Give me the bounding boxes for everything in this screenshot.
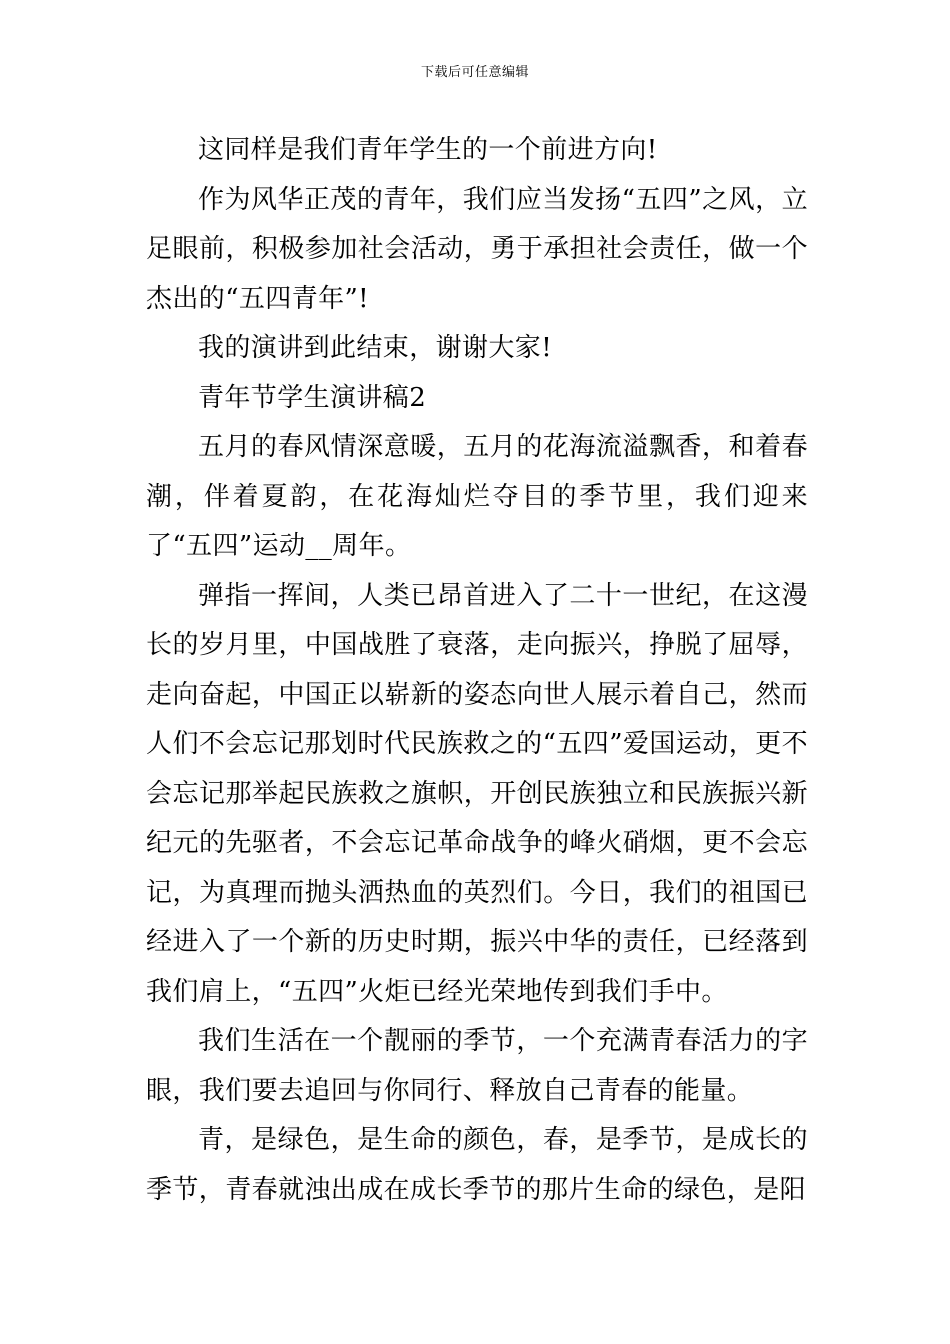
paragraph: 五月的春风情深意暖，五月的花海流溢飘香，和着春潮，伴着夏韵，在花海灿烂夺目的季节里，我们迎来了“五四”运动__周年。 — [146, 432, 808, 561]
paragraph: 这同样是我们青年学生的一个前进方向! — [198, 135, 658, 165]
section-title: 青年节学生演讲稿2 — [198, 382, 427, 413]
paragraph: 弹指一挥间，人类已昂首进入了二十一世纪，在这漫长的岁月里，中国战胜了衰落，走向振兴，挣脱了屈辱，走向奋起，中国正以崭新的姿态向世人展示着自己，然而人们不会忘记那划时代民族救之的“五四”爱国运动，更不会忘记那举起民族救之旗帜，开创民族独立和民族振兴新纪元的先驱者，不会忘记革命战争的峰火硝烟，更不会忘记，为真理而抛头洒热血的英烈们。今日，我们的祖国已经进入了一个新的历史时期，振兴中华的责任，已经落到我们肩上，“五四”火炬已经光荣地传到我们手中。 — [146, 580, 808, 1007]
document-body — [146, 126, 808, 1215]
paragraph: 我的演讲到此结束，谢谢大家! — [198, 333, 553, 363]
paragraph: 青，是绿色，是生命的颜色，春，是季节，是成长的季节，青春就浊出成在成长季节的那片生命的绿色，是阳 — [146, 1125, 808, 1205]
paragraph: 作为风华正茂的青年，我们应当发扬“五四”之风，立足眼前，积极参加社会活动，勇于承担社会责任，做一个杰出的“五四青年”! — [146, 184, 808, 314]
page-header: 下载后可任意编辑 — [420, 65, 529, 80]
paragraph: 我们生活在一个靓丽的季节，一个充满青春活力的字眼，我们要去追回与你同行、释放自己青春的能量。 — [146, 1026, 808, 1106]
